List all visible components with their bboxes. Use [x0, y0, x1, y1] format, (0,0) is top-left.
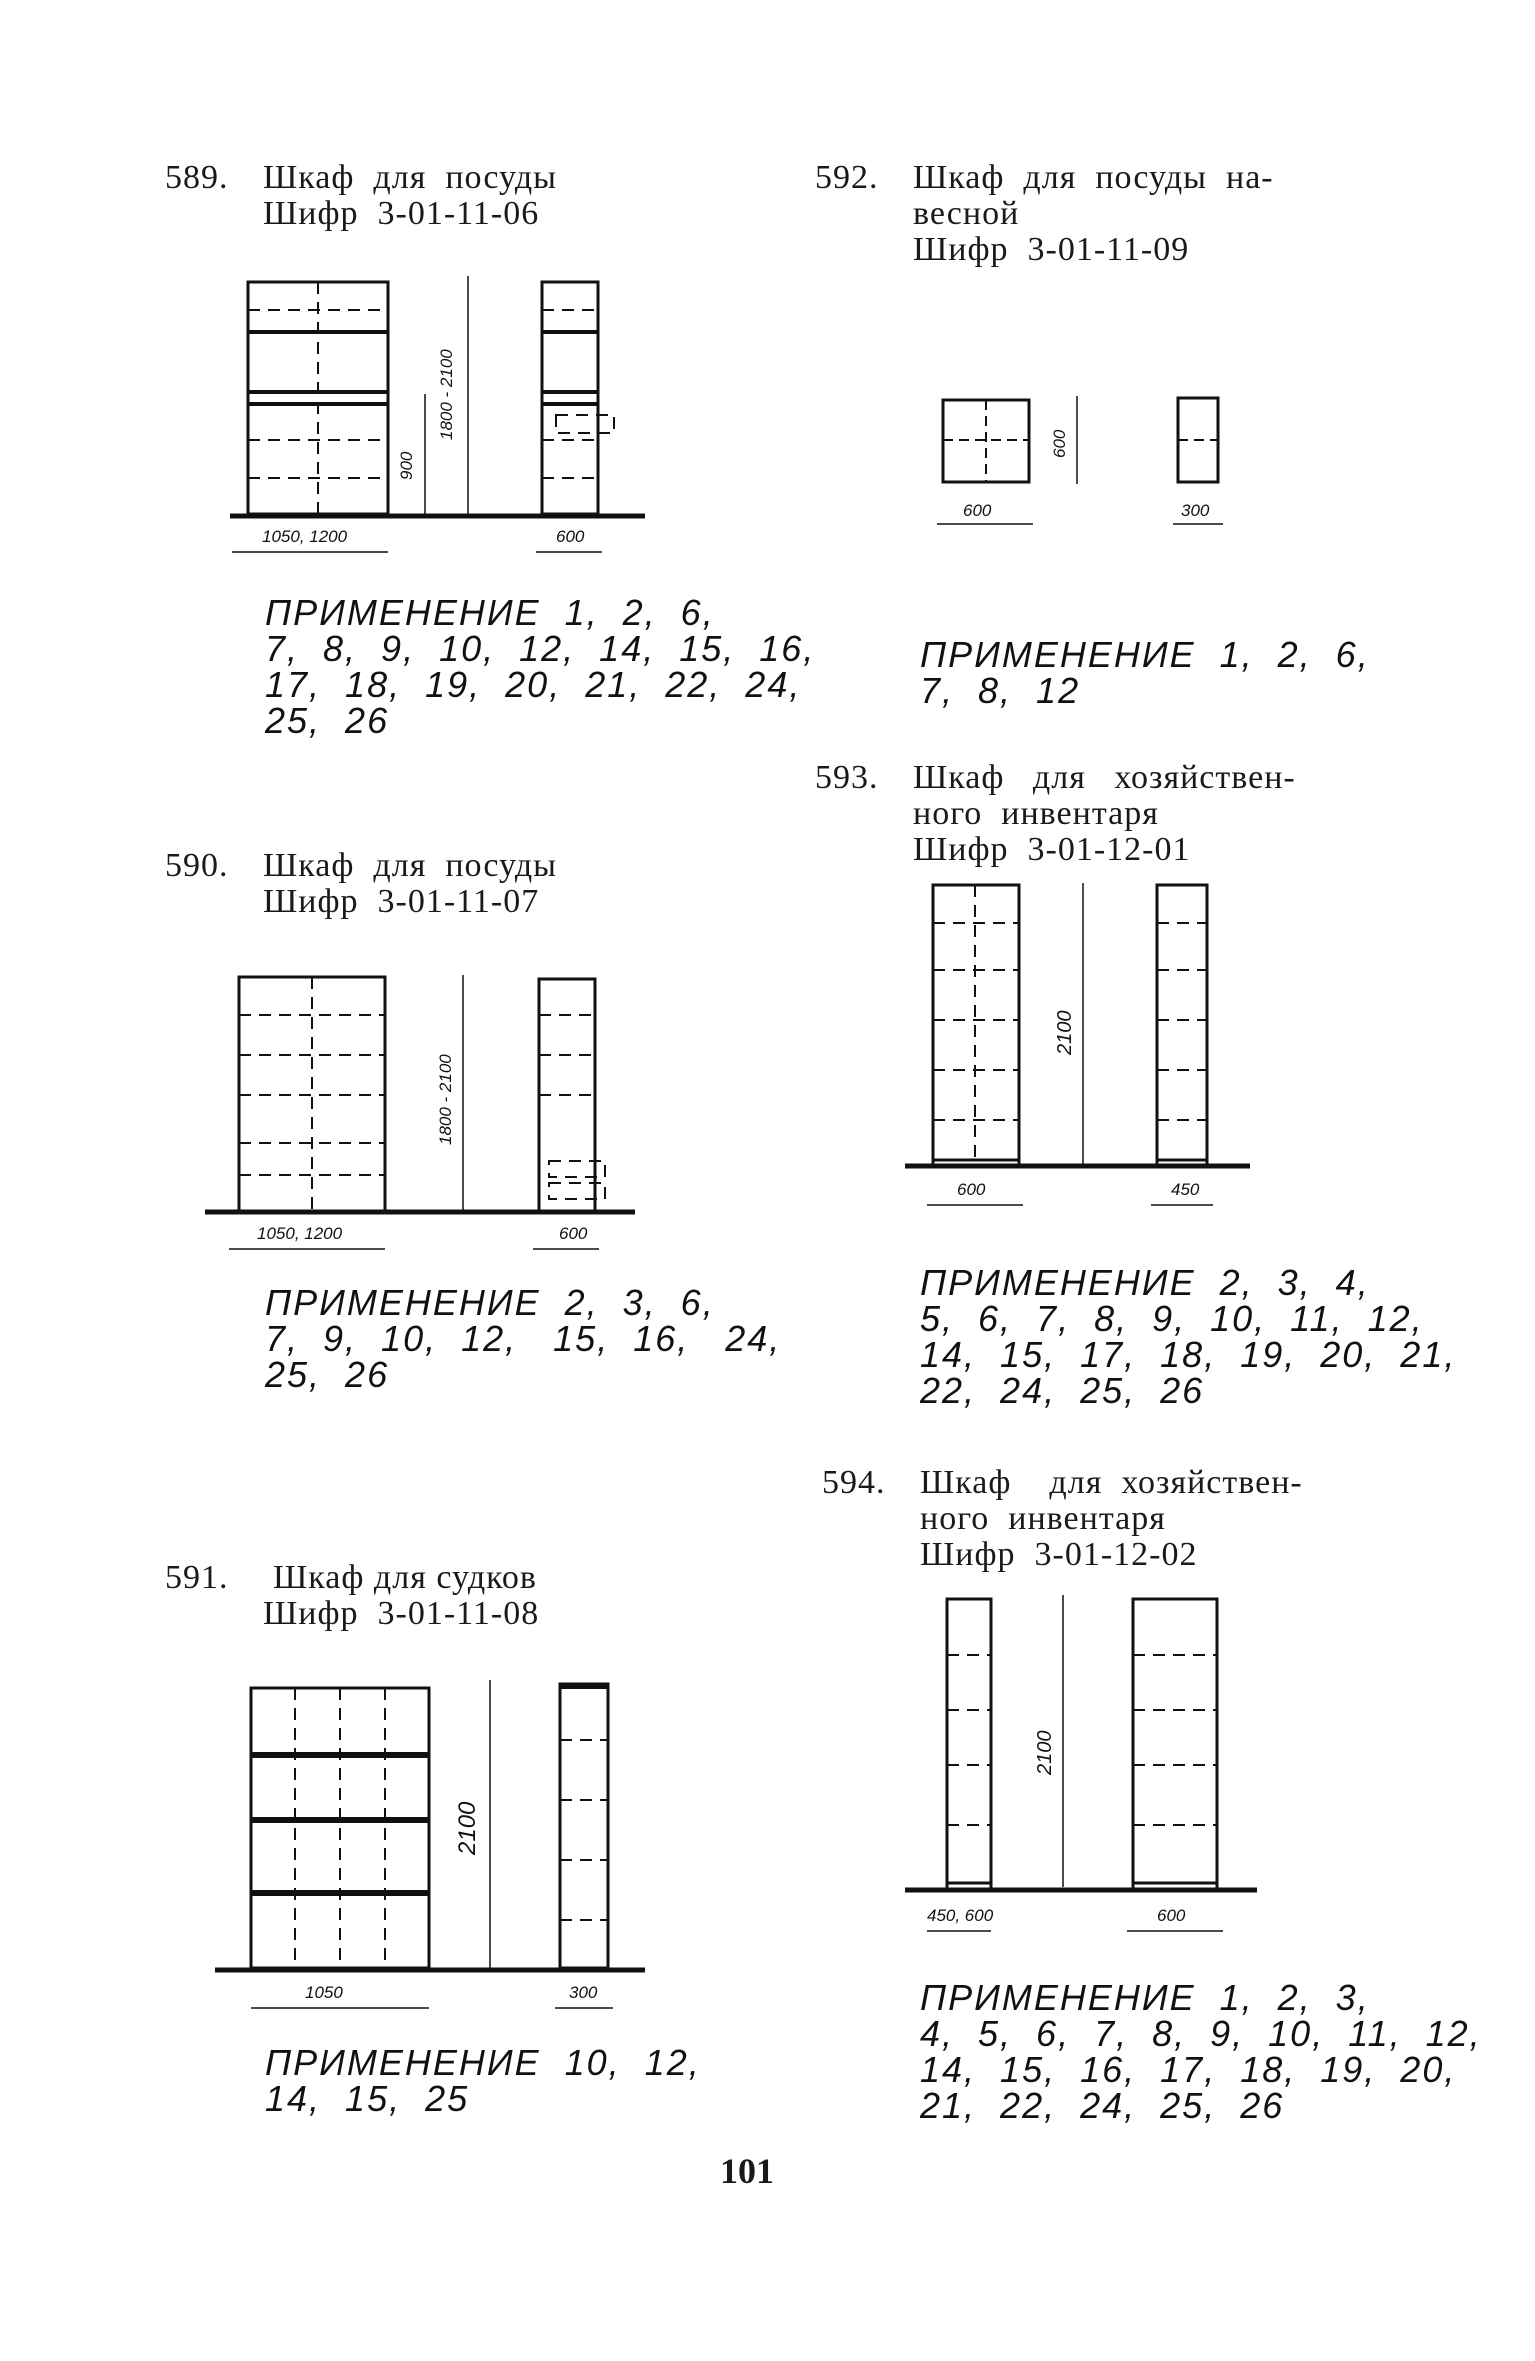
- item-594-dim-width: 450, 600: [927, 1906, 994, 1925]
- item-593-drawing: [905, 875, 1265, 1225]
- item-594-number: 594.: [822, 1464, 886, 1501]
- item-592-title: Шкаф для посуды на- весной: [913, 159, 1274, 232]
- item-593-dim-width: 600: [957, 1180, 986, 1199]
- item-591-code: Шифр 3-01-11-08: [263, 1595, 540, 1632]
- item-589-title: Шкаф для посуды: [263, 159, 558, 196]
- item-589-code: Шифр 3-01-11-06: [263, 195, 540, 232]
- item-593-application: ПРИМЕНЕНИЕ 2, 3, 4, 5, 6, 7, 8, 9, 10, 11, 12, 14, 15, 17, 18, 19, 20, 21, 22, 24, 25, 26: [920, 1262, 1457, 1411]
- item-594-dim-depth: 600: [1157, 1906, 1186, 1925]
- item-590-code: Шифр 3-01-11-07: [263, 883, 540, 920]
- item-594-dim-height: 2100: [1034, 1730, 1056, 1775]
- item-593-title: Шкаф для хозяйствен- ного инвентаря: [913, 759, 1296, 832]
- item-589-number: 589.: [165, 159, 229, 196]
- item-589-dim-height: 1800 - 2100: [437, 349, 456, 440]
- item-593-dim-depth: 450: [1171, 1180, 1200, 1199]
- item-590-application: ПРИМЕНЕНИЕ 2, 3, 6, 7, 9, 10, 12, 15, 16, 24, 25, 26: [265, 1282, 782, 1395]
- item-594-title: Шкаф для хозяйствен- ного инвентаря: [920, 1464, 1303, 1537]
- item-593-heading: [815, 760, 1375, 880]
- item-593-code: Шифр 3-01-12-01: [913, 831, 1191, 868]
- item-590-drawing: [205, 965, 645, 1265]
- item-590-dim-depth: 600: [559, 1224, 588, 1243]
- item-590-heading: [165, 848, 665, 928]
- item-594-code: Шифр 3-01-12-02: [920, 1536, 1198, 1573]
- item-589-application: ПРИМЕНЕНИЕ 1, 2, 6, 7, 8, 9, 10, 12, 14, 15, 16, 17, 18, 19, 20, 21, 22, 24, 25, 26: [265, 592, 816, 741]
- item-590-number: 590.: [165, 847, 229, 884]
- item-589-drawing: [230, 270, 670, 570]
- item-591-heading: [165, 1560, 665, 1640]
- item-593-number: 593.: [815, 759, 879, 796]
- item-591-dim-depth: 300: [569, 1983, 598, 2002]
- item-590-dim-width: 1050, 1200: [257, 1224, 343, 1243]
- item-592-dim-height: 600: [1050, 429, 1069, 458]
- item-589-heading: [165, 160, 665, 240]
- item-593-dim-height: 2100: [1054, 1010, 1076, 1055]
- item-590-title: Шкаф для посуды: [263, 847, 558, 884]
- item-592-dim-width: 600: [963, 501, 992, 520]
- item-589-dim-width: 1050, 1200: [262, 527, 348, 546]
- item-594-drawing: [905, 1585, 1265, 1945]
- item-592-drawing: [925, 380, 1245, 540]
- item-589-dim-lower: 900: [397, 451, 416, 480]
- item-591-dim-height: 2100: [454, 1801, 481, 1855]
- item-591-number: 591.: [165, 1559, 229, 1596]
- item-591-title: Шкаф для судков: [273, 1559, 537, 1596]
- item-590-dim-height: 1800 - 2100: [436, 1054, 455, 1145]
- item-592-application: ПРИМЕНЕНИЕ 1, 2, 6, 7, 8, 12: [920, 634, 1370, 711]
- item-591-drawing: [215, 1670, 655, 2030]
- page-number: 101: [720, 2151, 774, 2191]
- item-591-application: ПРИМЕНЕНИЕ 10, 12, 14, 15, 25: [265, 2042, 701, 2119]
- item-591-dim-width: 1050: [305, 1983, 343, 2002]
- item-592-number: 592.: [815, 159, 879, 196]
- item-594-heading: [822, 1465, 1382, 1585]
- item-592-code: Шифр 3-01-11-09: [913, 231, 1190, 268]
- item-594-application: ПРИМЕНЕНИЕ 1, 2, 3, 4, 5, 6, 7, 8, 9, 10, 11, 12, 14, 15, 16, 17, 18, 19, 20, 21, 22, 24, 25, 26: [920, 1977, 1482, 2126]
- item-592-heading: [815, 160, 1375, 280]
- item-589-dim-depth: 600: [556, 527, 585, 546]
- item-592-dim-depth: 300: [1181, 501, 1210, 520]
